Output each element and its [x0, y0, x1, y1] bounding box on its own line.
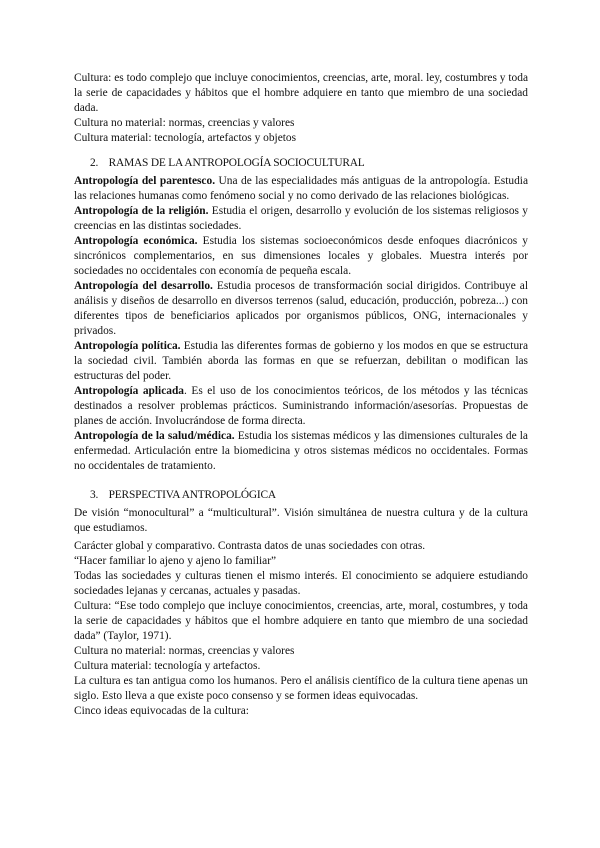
branch-term: Antropología del parentesco.: [74, 175, 216, 187]
branch-item: [74, 204, 528, 234]
branch-description: Estudia los sistemas socioeconómicos desde enfoques diacrónicos y sincrónicos complementarios, en sus dimensiones locales y globales. Muestra interés por sociedades no occidentales con economía de pequeña escala.: [74, 235, 529, 277]
section-3-number: 3.: [90, 489, 99, 501]
intro-culture-definition: Cultura: es todo complejo que incluye conocimientos, creencias, arte, moral. ley, costumbres y toda la serie de capacidades y hábitos que el hombre adquiere en tanto que miembro de una sociedad dada.: [74, 72, 528, 114]
branch-item: [74, 339, 528, 384]
section-2-number: 2.: [90, 157, 99, 169]
section-3-paragraph: Cultura: “Ese todo complejo que incluye conocimientos, creencias, arte, moral, costumbres, y toda la serie de capacidades y hábitos que el hombre adquiere en tanto que miembro de una sociedad dada” (Taylor, 1971).: [74, 600, 528, 642]
intro-material-culture: Cultura material: tecnología, artefactos y objetos: [74, 132, 297, 144]
intro-block: [74, 71, 528, 146]
section-3-title: PERSPECTIVA ANTROPOLÓGICA: [108, 489, 276, 501]
branch-term: Antropología de la salud/médica.: [74, 430, 235, 442]
branch-item: [74, 429, 528, 474]
section-3-paragraph: “Hacer familiar lo ajeno y ajeno lo familiar”: [74, 555, 277, 567]
branch-item: [74, 279, 528, 339]
section-2-title: RAMAS DE LA ANTROPOLOGÍA SOCIOCULTURAL: [108, 157, 365, 169]
section-2-heading: [90, 156, 528, 171]
section-3-paragraph: De visión “monocultural” a “multicultural”. Visión simultánea de nuestra cultura y de la cultura que estudiamos.: [74, 507, 528, 534]
branch-description: Una de las especialidades más antiguas de la antropología. Estudia las relaciones humanas como fenómeno social y no como derivado de las relaciones biológicas.: [74, 175, 528, 202]
section-3-paragraph: Cinco ideas equivocadas de la cultura:: [74, 705, 249, 717]
branch-term: Antropología aplicada: [74, 385, 184, 397]
section-3-body: [74, 506, 528, 719]
branch-term: Antropología de la religión.: [74, 205, 209, 217]
branch-description: Estudia las diferentes formas de gobierno y los modos en que se estructura la sociedad civil. También aborda las formas en que se refuerzan, debilitan o modifican las estructuras del poder.: [74, 340, 529, 382]
branch-term: Antropología del desarrollo.: [74, 280, 213, 292]
section-3-paragraph: Cultura material: tecnología y artefactos.: [74, 660, 261, 672]
branch-description: . Es el uso de los conocimientos teóricos, de los métodos y las técnicas destinados a resolver problemas prácticos. Suministrando información/asesorías. Propuestas de planes de acción. Involucrándose de forma directa.: [74, 385, 528, 427]
section-3-paragraph: Todas las sociedades y culturas tienen el mismo interés. El conocimiento se adquiere estudiando sociedades lejanas y cercanas, actuales y pasadas.: [74, 570, 528, 597]
section-3-paragraph: Cultura no material: normas, creencias y valores: [74, 645, 295, 657]
branch-item: [74, 234, 528, 279]
branch-description: Estudia el origen, desarrollo y evolución de los sistemas religiosos y creencias en las distintas sociedades.: [74, 205, 528, 232]
section-3-paragraph: Carácter global y comparativo. Contrasta datos de unas sociedades con otras.: [74, 540, 426, 552]
section-3-heading: [90, 488, 528, 503]
branch-term: Antropología económica.: [74, 235, 198, 247]
branch-term: Antropología política.: [74, 340, 181, 352]
branch-item: [74, 174, 528, 204]
section-3-paragraph: La cultura es tan antigua como los humanos. Pero el análisis científico de la cultura tiene apenas un siglo. Esto lleva a que existe poco consenso y se formen ideas equivocadas.: [74, 675, 528, 702]
branch-description: Estudia procesos de transformación social dirigidos. Contribuye al análisis y diseños de desarrollo en diversos terrenos (salud, educación, producción, pobreza...) con diferentes tipos de beneficiarios aplicados por organismos públicos, ONG, internacionales y privados.: [74, 280, 528, 337]
intro-non-material-culture: Cultura no material: normas, creencias y valores: [74, 117, 295, 129]
section-2-branches: [74, 174, 528, 474]
page-content: [74, 71, 528, 719]
branch-description: Estudia los sistemas médicos y las dimensiones culturales de la enfermedad. Articulación entre la biomedicina y otros sistemas médicos no occidentales. Formas no occidentales de tratamiento.: [74, 430, 528, 472]
branch-item: [74, 384, 528, 429]
